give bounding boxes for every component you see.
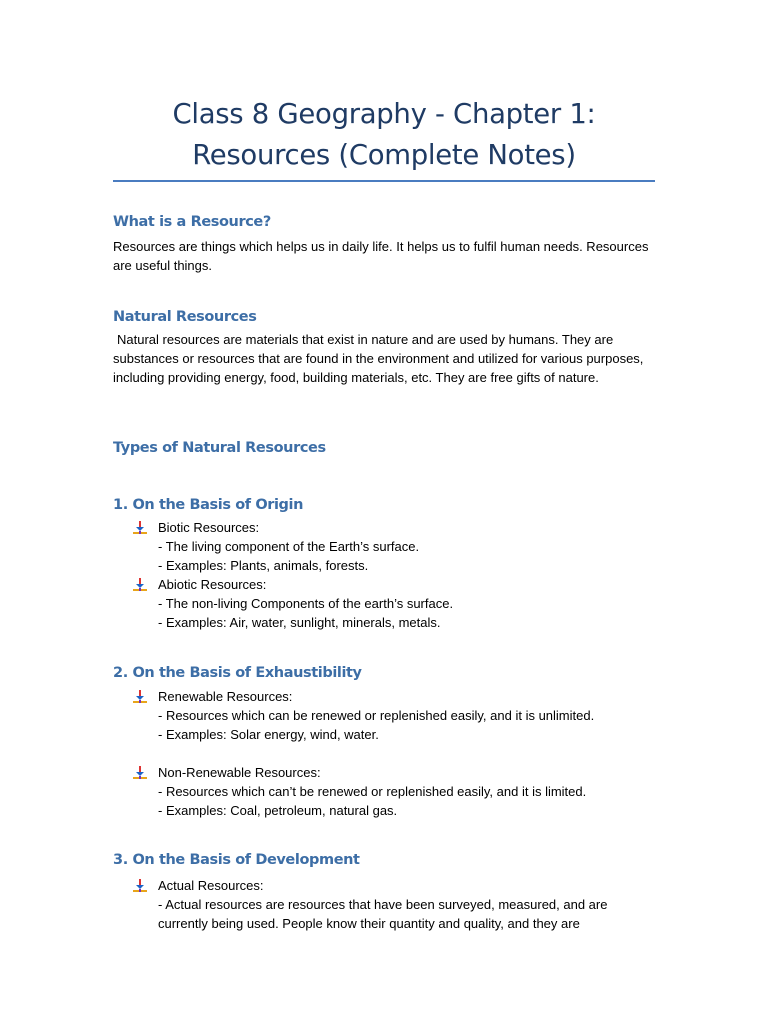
item-label: Renewable Resources: — [158, 689, 293, 704]
pin-bullet-icon — [133, 578, 147, 592]
title-line-1: Class 8 Geography - Chapter 1: — [172, 98, 596, 130]
title-line-2: Resources (Complete Notes) — [192, 139, 576, 171]
item-line: - Examples: Air, water, sunlight, minerals, metals. — [158, 615, 441, 630]
item-line: - The non-living Components of the earth’s surface. — [158, 596, 454, 611]
heading-basis-of-origin: 1. On the Basis of Origin — [113, 497, 304, 513]
list-item-abiotic — [133, 575, 663, 632]
list-item-renewable — [133, 687, 663, 744]
item-label: Non-Renewable Resources: — [158, 765, 321, 780]
item-line: - Examples: Solar energy, wind, water. — [158, 727, 379, 742]
item-line: - Resources which can’t be renewed or replenished easily, and it is limited. — [158, 784, 587, 799]
heading-natural-resources: Natural Resources — [113, 309, 257, 325]
item-text: - Actual resources are resources that have been surveyed, measured, and are currently being used. People know their quantity and quality, and they are — [158, 897, 608, 931]
item-label: Biotic Resources: — [158, 520, 260, 535]
title-underline — [113, 180, 655, 182]
item-line: - Examples: Coal, petroleum, natural gas. — [158, 803, 398, 818]
pin-bullet-icon — [133, 766, 147, 780]
heading-basis-of-exhaustibility: 2. On the Basis of Exhaustibility — [113, 665, 362, 681]
heading-types-of-natural-resources: Types of Natural Resources — [113, 440, 326, 456]
item-label: Actual Resources: — [158, 878, 264, 893]
document-title — [113, 94, 655, 176]
item-line: - Examples: Plants, animals, forests. — [158, 558, 369, 573]
item-line: - Resources which can be renewed or replenished easily, and it is unlimited. — [158, 708, 595, 723]
pin-bullet-icon — [133, 879, 147, 893]
list-item-biotic — [133, 518, 663, 575]
item-line: - The living component of the Earth’s surface. — [158, 539, 420, 554]
heading-what-is-a-resource: What is a Resource? — [113, 214, 271, 230]
heading-basis-of-development: 3. On the Basis of Development — [113, 852, 360, 868]
list-item-actual — [133, 876, 663, 933]
pin-bullet-icon — [133, 690, 147, 704]
item-label: Abiotic Resources: — [158, 577, 267, 592]
list-item-non-renewable — [133, 763, 663, 820]
pin-bullet-icon — [133, 521, 147, 535]
natural-resources-text: Natural resources are materials that exist in nature and are used by humans. They are substances or resources that are found in the environment and utilized for various purposes, including providing energy, food, building materials, etc. They are free gifts of nature. — [113, 332, 644, 385]
what-is-a-resource-text: Resources are things which helps us in daily life. It helps us to fulfil human needs. Resources are useful things. — [113, 239, 649, 273]
